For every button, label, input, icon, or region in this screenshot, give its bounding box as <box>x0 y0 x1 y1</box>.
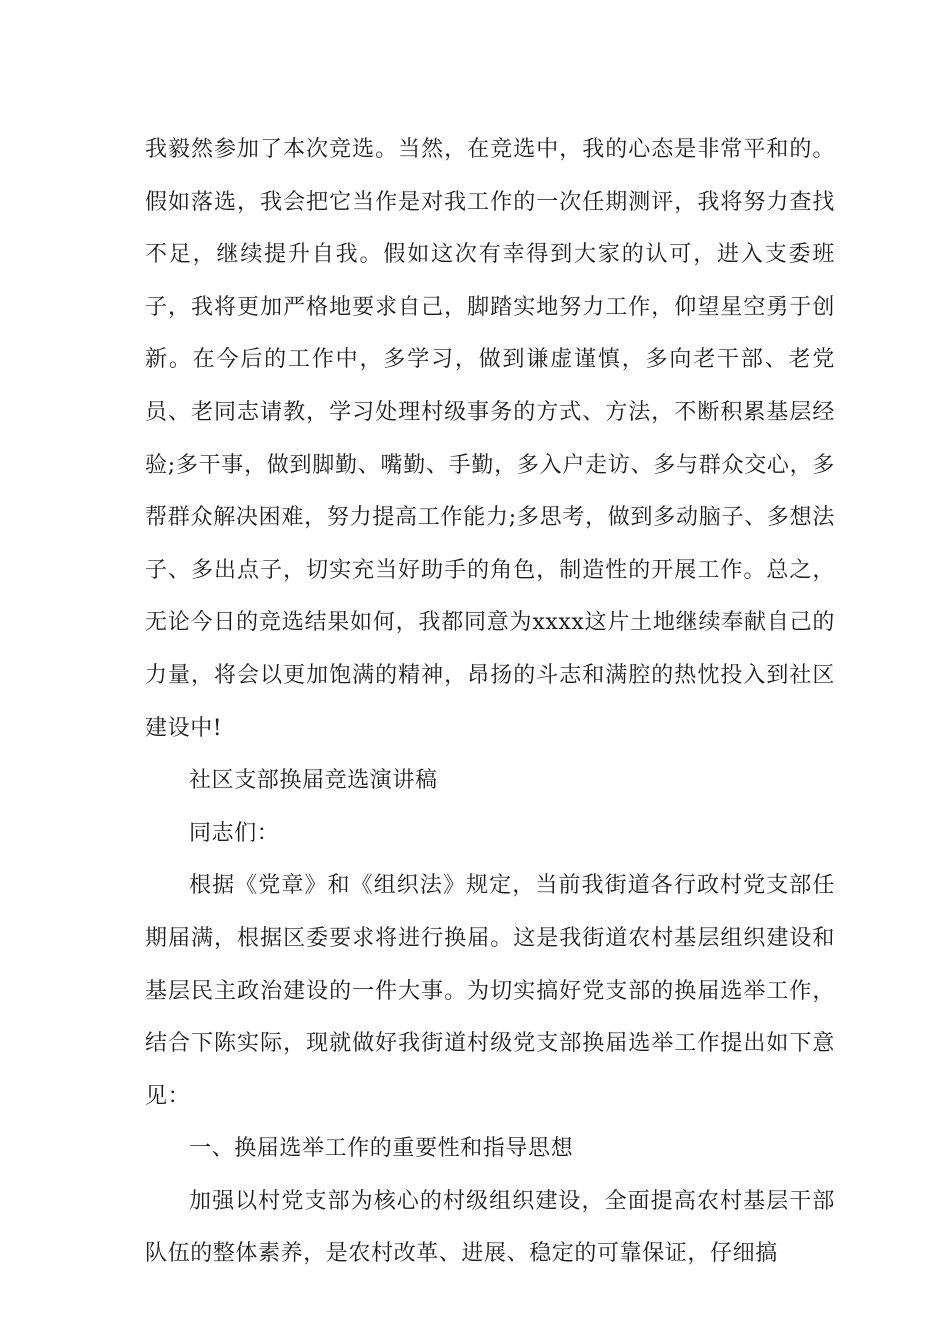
paragraph-continuation: 我毅然参加了本次竞选。当然，在竞选中，我的心态是非常平和的。假如落选，我会把它当作是对我工作的一次任期测评，我将努力查找不足，继续提升自我。假如这次有幸得到大家的认可，进入支委班子，我将更加严格地要求自己，脚踏实地努力工作，仰望星空勇于创新。在今后的工作中，多学习，做到谦虚谨慎，多向老干部、老党员、老同志请教，学习处理村级事务的方式、方法，不断积累基层经验;多干事，做到脚勤、嘴勤、手勤，多入户走访、多与群众交心，多帮群众解决困难，努力提高工作能力;多思考，做到多动脑子、多想法子、多出点子，切实充当好助手的角色，制造性的开展工作。总之，无论今日的竞选结果如何，我都同意为xxxx这片土地继续奉献自己的力量，将会以更加饱满的精神，昂扬的斗志和满腔的热忱投入到社区建设中! <box>145 137 835 741</box>
document-body <box>145 124 835 1281</box>
section-title: 社区支部换届竞选演讲稿 <box>189 768 438 794</box>
section-heading-one: 一、换届选举工作的重要性和指导思想 <box>189 1136 574 1162</box>
paragraph-body: 加强以村党支部为核心的村级组织建设，全面提高农村基层干部队伍的整体素养，是农村改革、进展、稳定的可靠保证，仔细搞 <box>145 1188 835 1267</box>
salutation: 同志们： <box>189 820 280 846</box>
paragraph-intro: 根据《党章》和《组织法》规定，当前我街道各行政村党支部任期届满，根据区委要求将进行换届。这是我街道农村基层组织建设和基层民主政治建设的一件大事。为切实搞好党支部的换届选举工作，结合下陈实际，现就做好我街道村级党支部换届选举工作提出如下意见： <box>145 873 835 1109</box>
